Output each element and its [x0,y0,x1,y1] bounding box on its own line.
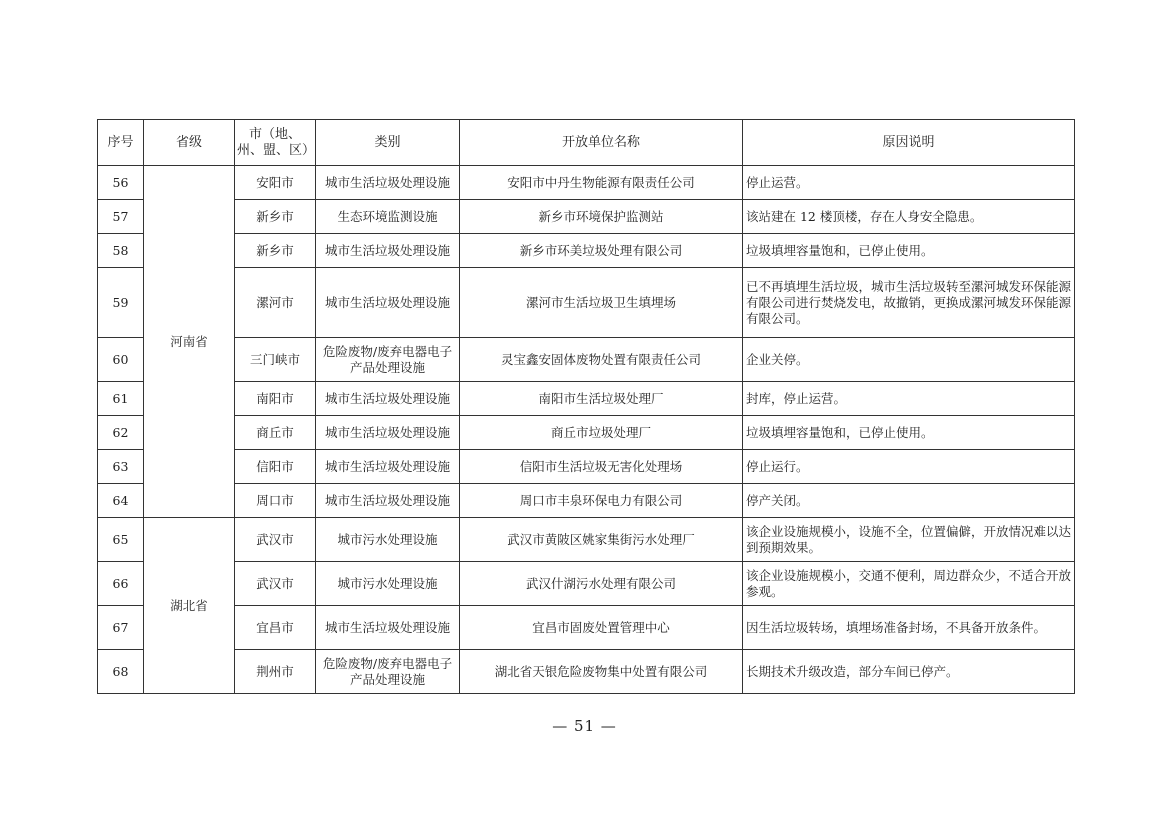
table-row [98,562,1075,606]
table-row [98,650,1075,694]
table-row [98,166,1075,200]
cell-category: 城市生活垃圾处理设施 [316,606,460,650]
cell-category: 城市生活垃圾处理设施 [316,166,460,200]
cell-city: 商丘市 [235,416,316,450]
cell-no: 57 [98,200,144,234]
cell-no: 59 [98,268,144,338]
cell-category: 城市污水处理设施 [316,562,460,606]
cell-category: 城市污水处理设施 [316,518,460,562]
cell-city: 荆州市 [235,650,316,694]
cell-no: 56 [98,166,144,200]
cell-no: 63 [98,450,144,484]
table-row [98,234,1075,268]
cell-reason: 停止运营。 [743,166,1075,200]
table-row [98,416,1075,450]
cell-category: 危险废物/废弃电器电子产品处理设施 [316,650,460,694]
cell-reason: 垃圾填埋容量饱和，已停止使用。 [743,234,1075,268]
cell-no: 62 [98,416,144,450]
cell-category: 城市生活垃圾处理设施 [316,234,460,268]
cell-unit: 湖北省天银危险废物集中处置有限公司 [460,650,743,694]
cell-reason: 该企业设施规模小，设施不全，位置偏僻，开放情况难以达到预期效果。 [743,518,1075,562]
cell-reason: 垃圾填埋容量饱和，已停止使用。 [743,416,1075,450]
cell-no: 67 [98,606,144,650]
cell-unit: 新乡市环美垃圾处理有限公司 [460,234,743,268]
cell-unit: 周口市丰泉环保电力有限公司 [460,484,743,518]
cell-reason: 因生活垃圾转场，填埋场准备封场，不具备开放条件。 [743,606,1075,650]
table-row [98,450,1075,484]
cell-city: 南阳市 [235,382,316,416]
cell-no: 68 [98,650,144,694]
cell-category: 城市生活垃圾处理设施 [316,450,460,484]
cell-city: 信阳市 [235,450,316,484]
cell-unit: 宜昌市固废处置管理中心 [460,606,743,650]
header-no: 序号 [98,120,144,166]
cell-no: 65 [98,518,144,562]
cell-unit: 信阳市生活垃圾无害化处理场 [460,450,743,484]
cell-no: 66 [98,562,144,606]
table-row [98,382,1075,416]
header-city: 市（地、州、盟、区） [235,120,316,166]
cell-category: 城市生活垃圾处理设施 [316,416,460,450]
cell-no: 60 [98,338,144,382]
cell-unit: 漯河市生活垃圾卫生填埋场 [460,268,743,338]
cell-category: 城市生活垃圾处理设施 [316,484,460,518]
header-reason: 原因说明 [743,120,1075,166]
table-row [98,518,1075,562]
header-unit: 开放单位名称 [460,120,743,166]
table-row [98,200,1075,234]
cell-city: 新乡市 [235,200,316,234]
table-header-row [98,120,1075,166]
cell-unit: 安阳市中丹生物能源有限责任公司 [460,166,743,200]
cell-category: 生态环境监测设施 [316,200,460,234]
cell-unit: 武汉什湖污水处理有限公司 [460,562,743,606]
table-row [98,484,1075,518]
cell-city: 周口市 [235,484,316,518]
facility-table [97,119,1075,694]
cell-category: 城市生活垃圾处理设施 [316,268,460,338]
cell-city: 三门峡市 [235,338,316,382]
cell-reason: 该企业设施规模小，交通不便利，周边群众少，不适合开放参观。 [743,562,1075,606]
cell-city: 宜昌市 [235,606,316,650]
table-row [98,606,1075,650]
table-row [98,268,1075,338]
cell-category: 危险废物/废弃电器电子产品处理设施 [316,338,460,382]
cell-unit: 新乡市环境保护监测站 [460,200,743,234]
table-row [98,338,1075,382]
cell-reason: 已不再填埋生活垃圾，城市生活垃圾转至漯河城发环保能源有限公司进行焚烧发电，故撤销，更换成漯河城发环保能源有限公司。 [743,268,1075,338]
cell-province: 湖北省 [144,518,235,694]
cell-city: 武汉市 [235,518,316,562]
cell-city: 新乡市 [235,234,316,268]
cell-unit: 武汉市黄陂区姚家集街污水处理厂 [460,518,743,562]
cell-city: 安阳市 [235,166,316,200]
cell-no: 58 [98,234,144,268]
cell-unit: 商丘市垃圾处理厂 [460,416,743,450]
cell-reason: 长期技术升级改造，部分车间已停产。 [743,650,1075,694]
header-category: 类别 [316,120,460,166]
cell-reason: 停产关闭。 [743,484,1075,518]
cell-reason: 封库，停止运营。 [743,382,1075,416]
header-province: 省级 [144,120,235,166]
cell-province: 河南省 [144,166,235,518]
cell-category: 城市生活垃圾处理设施 [316,382,460,416]
cell-city: 武汉市 [235,562,316,606]
cell-unit: 灵宝鑫安固体废物处置有限责任公司 [460,338,743,382]
cell-reason: 企业关停。 [743,338,1075,382]
cell-unit: 南阳市生活垃圾处理厂 [460,382,743,416]
cell-reason: 该站建在 12 楼顶楼，存在人身安全隐患。 [743,200,1075,234]
page-number: — 51 — [552,717,617,735]
cell-city: 漯河市 [235,268,316,338]
cell-reason: 停止运行。 [743,450,1075,484]
cell-no: 61 [98,382,144,416]
cell-no: 64 [98,484,144,518]
